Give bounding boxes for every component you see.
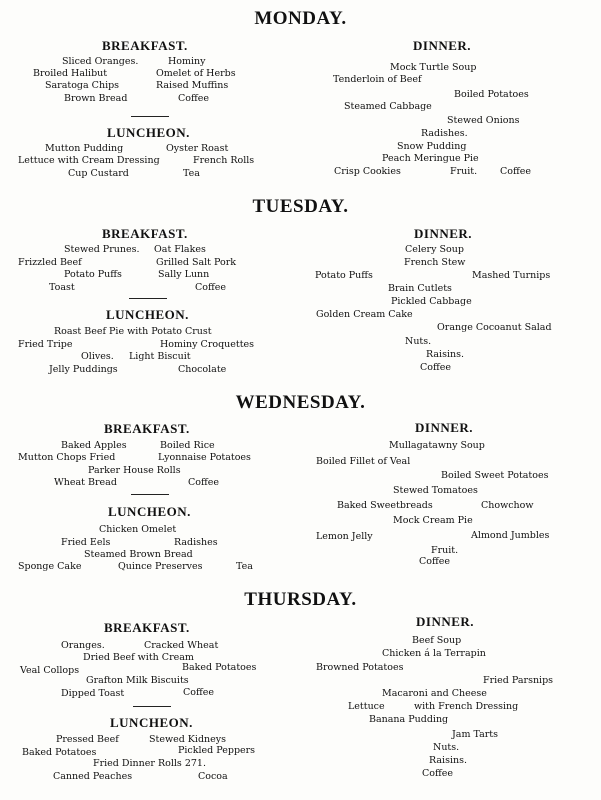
menu-item: Tea (183, 168, 200, 179)
menu-item: Boiled Sweet Potatoes (441, 470, 549, 481)
menu-item: Chicken á la Terrapin (382, 648, 486, 659)
menu-item: Fried Tripe (18, 339, 73, 350)
dinner-heading: DINNER. (415, 420, 474, 435)
menu-item: Sally Lunn (158, 269, 210, 280)
menu-item: French Stew (404, 257, 466, 268)
menu-item: Hominy Croquettes (160, 339, 255, 350)
menu-item: Macaroni and Cheese (382, 688, 487, 699)
menu-item: Boiled Potatoes (454, 89, 529, 100)
menu-item: Fruit. (450, 166, 478, 177)
menu-item: Quince Preserves (118, 561, 203, 572)
menu-item: Orange Cocoanut Salad (437, 322, 552, 333)
menu-item: Raised Muffins (156, 80, 229, 91)
menu-item: Jam Tarts (452, 729, 498, 740)
dinner-heading: DINNER. (416, 614, 475, 629)
luncheon-heading: LUNCHEON. (110, 715, 193, 730)
menu-item: Coffee (178, 93, 209, 104)
menu-item: Cup Custard (68, 168, 129, 179)
menu-item: Nuts. (433, 742, 460, 753)
menu-item: Lemon Jelly (316, 531, 373, 542)
menu-item: Baked Sweetbreads (337, 500, 433, 511)
luncheon-heading: LUNCHEON. (106, 307, 189, 322)
menu-item: Stewed Prunes. (64, 244, 140, 255)
menu-item: Oyster Roast (166, 143, 229, 154)
menu-item: Tea (236, 561, 253, 572)
menu-item: Baked Potatoes (22, 747, 97, 758)
luncheon-heading: LUNCHEON. (107, 125, 190, 140)
menu-item: Raisins. (426, 349, 464, 360)
divider (131, 494, 169, 495)
menu-item: Beef Soup (412, 635, 462, 646)
menu-item: Light Biscuit (129, 351, 191, 362)
menu-item: Almond Jumbles (471, 530, 550, 541)
menu-item: Oranges. (61, 640, 105, 651)
menu-item: Lettuce (348, 701, 385, 712)
menu-item: Crisp Cookies (334, 166, 401, 177)
menu-item: Mutton Pudding (45, 143, 124, 154)
menu-item: Coffee (195, 282, 226, 293)
menu-item: Golden Cream Cake (316, 309, 413, 320)
breakfast-heading: BREAKFAST. (104, 421, 190, 436)
day-heading-tuesday: TUESDAY. (252, 196, 349, 217)
menu-item: Cocoa (198, 771, 228, 782)
breakfast-heading: BREAKFAST. (102, 38, 188, 53)
menu-item: Mullagatawny Soup (389, 440, 485, 451)
divider (131, 116, 169, 117)
menu-item: Boiled Fillet of Veal (316, 456, 411, 467)
menu-item: Steamed Cabbage (344, 101, 432, 112)
menu-item: Banana Pudding (369, 714, 449, 725)
menu-item: Chicken Omelet (99, 524, 177, 535)
menu-item: Lettuce with Cream Dressing (18, 155, 160, 166)
menu-item: Chocolate (178, 364, 227, 375)
dinner-heading: DINNER. (413, 38, 472, 53)
menu-item: Stewed Kidneys (149, 734, 227, 745)
menu-item: Cracked Wheat (144, 640, 219, 651)
dinner-heading: DINNER. (414, 226, 473, 241)
menu-item: Dried Beef with Cream (83, 652, 194, 663)
menu-item: Tenderloin of Beef (333, 74, 422, 85)
menu-item: Lyonnaise Potatoes (158, 452, 251, 463)
menu-item: Parker House Rolls (88, 465, 181, 476)
menu-item: Brain Cutlets (388, 283, 452, 294)
menu-item: Sponge Cake (18, 561, 82, 572)
menu-item: Fried Dinner Rolls 271. (93, 758, 206, 769)
menu-item: Coffee (419, 556, 450, 567)
menu-item: Wheat Bread (54, 477, 117, 488)
menu-item: Mutton Chops Fried (18, 452, 116, 463)
day-heading-monday: MONDAY. (254, 8, 347, 29)
menu-item: Chowchow (481, 500, 534, 511)
menu-item: Radishes (174, 537, 218, 548)
menu-item: Steamed Brown Bread (84, 549, 193, 560)
day-heading-thursday: THURSDAY. (244, 589, 357, 610)
menu-item: Pickled Peppers (178, 745, 256, 756)
menu-item: Stewed Tomatoes (393, 485, 478, 496)
menu-item: Brown Bread (64, 93, 128, 104)
menu-item: Radishes. (421, 128, 468, 139)
menu-item: Roast Beef Pie with Potato Crust (54, 326, 212, 337)
menu-item: Broiled Halibut (33, 68, 108, 79)
menu-item: Coffee (420, 362, 451, 373)
menu-item: Raisins. (429, 755, 467, 766)
menu-item: with French Dressing (414, 701, 519, 712)
menu-item: Veal Collops (20, 665, 80, 676)
menu-item: Fruit. (431, 545, 459, 556)
menu-item: Snow Pudding (397, 141, 467, 152)
menu-item: Frizzled Beef (18, 257, 82, 268)
menu-item: Potato Puffs (64, 269, 122, 280)
menu-item: Baked Potatoes (182, 662, 257, 673)
divider (133, 706, 171, 707)
menu-item: Potato Puffs (315, 270, 373, 281)
menu-item: Coffee (183, 687, 214, 698)
menu-item: Mock Turtle Soup (390, 62, 477, 73)
menu-item: Mashed Turnips (472, 270, 551, 281)
menu-item: Grilled Salt Pork (156, 257, 237, 268)
menu-item: Grafton Milk Biscuits (86, 675, 189, 686)
breakfast-heading: BREAKFAST. (102, 226, 188, 241)
menu-item: Celery Soup (405, 244, 464, 255)
menu-item: Nuts. (405, 336, 432, 347)
menu-item: Dipped Toast (61, 688, 125, 699)
day-heading-wednesday: WEDNESDAY. (235, 392, 366, 413)
luncheon-heading: LUNCHEON. (108, 504, 191, 519)
menu-item: Fried Eels (61, 537, 111, 548)
menu-item: Stewed Onions (447, 115, 520, 126)
menu-item: Canned Peaches (53, 771, 133, 782)
menu-item: Hominy (168, 56, 206, 67)
menu-item: Saratoga Chips (45, 80, 120, 91)
menu-item: Olives. (81, 351, 114, 362)
menu-item: Toast (49, 282, 75, 293)
menu-item: Peach Meringue Pie (382, 153, 479, 164)
menu-item: Omelet of Herbs (156, 68, 236, 79)
menu-item: Sliced Oranges. (62, 56, 139, 67)
menu-item: Oat Flakes (154, 244, 206, 255)
menu-item: Baked Apples (61, 440, 127, 451)
menu-item: Browned Potatoes (316, 662, 404, 673)
menu-item: Coffee (188, 477, 219, 488)
menu-item: French Rolls (193, 155, 255, 166)
menu-item: Fried Parsnips (483, 675, 554, 686)
menu-item: Coffee (500, 166, 531, 177)
menu-item: Jelly Puddings (49, 364, 118, 375)
breakfast-heading: BREAKFAST. (104, 620, 190, 635)
menu-item: Coffee (422, 768, 453, 779)
menu-item: Pressed Beef (56, 734, 119, 745)
menu-item: Pickled Cabbage (391, 296, 472, 307)
menu-item: Boiled Rice (160, 440, 215, 451)
divider (129, 298, 167, 299)
menu-item: Mock Cream Pie (393, 515, 473, 526)
